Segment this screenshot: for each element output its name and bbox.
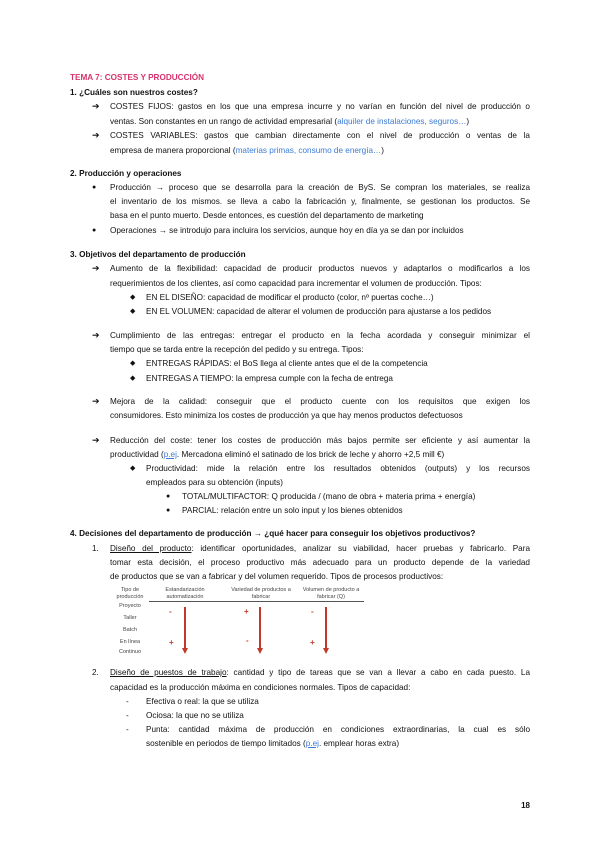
costes-fijos-line2: ventas. Son constantes en un rango de actividad empresarial (alquiler de instalaciones, seguros…)	[110, 117, 470, 126]
table-row-label: En línea	[119, 639, 141, 645]
minus-sign: -	[311, 607, 314, 616]
costes-variables-line1: COSTES VARIABLES: gastos que cambian directamente con el nivel de producción o ventas de la	[110, 131, 530, 140]
page-number: 18	[521, 801, 530, 810]
coste-line2: productividad (p.ej. Mercadona eliminó el satinado de los brick de leche y ahorro +2,5 mill €)	[110, 450, 445, 459]
diseno-producto-line1: Diseño del producto: identificar oportunidades, analizar su viabilidad, hacer pruebas y fabricarlo. Para	[110, 544, 531, 553]
diseno-puestos-line2: capacidad es la producción máxima en condiciones normales. Tipos de capacidad:	[110, 683, 411, 692]
list-number: 2.	[92, 668, 99, 677]
calidad-line1: Mejora de la calidad: conseguir que el producto cuente con los requisitos que exigen los	[110, 397, 530, 406]
productividad-line2: empleados para su obtención (inputs)	[146, 478, 283, 487]
arrow-icon: ➔	[92, 330, 100, 340]
section-3-heading: 3. Objetivos del departamento de producción	[70, 250, 246, 259]
diamond-bullet-icon: ◆	[130, 375, 136, 382]
list-number: 1.	[92, 544, 99, 553]
bullet-icon: ●	[166, 507, 171, 514]
flex-diseno: EN EL DISEÑO: capacidad de modificar el producto (color, nº puertas coche…)	[146, 293, 434, 302]
capacidad-punta-line2: sostenible en periodos de tiempo limitados (p.ej. emplear horas extra)	[146, 739, 400, 748]
diamond-bullet-icon: ◆	[130, 465, 136, 472]
bullet-icon: ●	[92, 184, 97, 191]
arrow-icon: ➔	[92, 130, 100, 140]
plus-sign: +	[310, 638, 315, 647]
section-4-heading: 4. Decisiones del departamento de producción → ¿qué hacer para conseguir los objetivos productivos?	[70, 529, 476, 538]
productividad-line1: Productividad: mide la relación entre los resultados obtenidos (outputs) y los recursos	[146, 464, 530, 473]
coste-line1: Reducción del coste: tener los costes de producción más bajos permite ser eficiente y así aumentar la	[110, 436, 530, 445]
table-row-label: Proyecto	[119, 603, 141, 609]
productividad-parcial: PARCIAL: relación entre un solo input y los bienes obtenidos	[182, 506, 403, 515]
capacidad-ociosa: Ociosa: la que no se utiliza	[146, 711, 244, 720]
flexibilidad-line2: requerimientos de los clientes, así como capacidad para incrementar el volumen de producción. Tipos:	[110, 279, 482, 288]
table-header-tipo: Tipo de producción	[116, 587, 144, 600]
table-row-label: Taller	[123, 615, 137, 621]
arrow-icon: ➔	[92, 435, 100, 445]
arrow-icon: ➔	[92, 263, 100, 273]
diseno-producto-line3: de productos que se van a fabricar y del volumen requerido. Tipos de procesos productivos:	[110, 572, 444, 581]
arrow-head-icon	[257, 648, 263, 654]
table-header-variedad: Variedad de productos a fabricar	[231, 587, 291, 600]
capacidad-punta-line1: Punta: cantidad máxima de producción en condiciones extraordinarias, la cual es sólo	[146, 725, 530, 734]
table-row-label: Batch	[122, 627, 138, 633]
diamond-bullet-icon: ◆	[130, 308, 136, 315]
bullet-icon: ●	[166, 493, 171, 500]
table-header-volumen: Volumen de producto a fabricar (Q)	[302, 587, 360, 600]
productividad-total: TOTAL/MULTIFACTOR: Q producida / (mano de obra + materia prima + energía)	[182, 492, 476, 501]
section-1-heading: 1. ¿Cuáles son nuestros costes?	[70, 88, 198, 97]
diamond-bullet-icon: ◆	[130, 360, 136, 367]
table-row-label: Continuo	[118, 649, 142, 655]
arrow-head-icon	[182, 648, 188, 654]
diamond-bullet-icon: ◆	[130, 294, 136, 301]
bullet-icon: ●	[92, 227, 97, 234]
dash-bullet: -	[126, 711, 129, 720]
down-arrow-icon	[325, 607, 327, 649]
document-title: TEMA 7: COSTES Y PRODUCCIÓN	[70, 73, 205, 82]
produccion-line2: el inventario de los mismos. se lleva a cabo la fabricación y, finalmente, se gestionan los productos. Se	[110, 197, 530, 206]
entregas-line1: Cumplimiento de las entregas: entregar el producto en la fecha acordada y conseguir minimizar el	[110, 331, 530, 340]
entregas-rapidas: ENTREGAS RÁPIDAS: el BoS llega al cliente antes que el de la competencia	[146, 359, 428, 368]
section-2-heading: 2. Producción y operaciones	[70, 169, 182, 178]
table-divider	[149, 601, 364, 602]
dash-bullet: -	[126, 697, 129, 706]
down-arrow-icon	[259, 607, 261, 649]
plus-sign: +	[169, 638, 174, 647]
produccion-line3: basa en el punto muerto. Desde entonces, es cuestión del departamento de marketing	[110, 211, 424, 220]
operaciones-line: Operaciones → se introdujo para incluira los servicios, aunque hoy en día ya se dan por incluidos	[110, 226, 464, 235]
arrow-head-icon	[323, 648, 329, 654]
arrow-icon: ➔	[92, 396, 100, 406]
produccion-line1: Producción → proceso que se desarrolla para la creación de ByS. Se compran los materiales, se realiza	[110, 183, 530, 192]
diseno-puestos-line1: Diseño de puestos de trabajo: cantidad y tipo de tareas que se van a llevar a cabo en cada puesto. La	[110, 668, 530, 677]
costes-fijos-line1: COSTES FIJOS: gastos en los que una empresa incurre y no varían en función del nivel de producción o	[110, 102, 530, 111]
entregas-a-tiempo: ENTREGAS A TIEMPO: la empresa cumple con la fecha de entrega	[146, 374, 393, 383]
capacidad-efectiva: Efectiva o real: la que se utiliza	[146, 697, 259, 706]
arrow-icon: ➔	[92, 101, 100, 111]
down-arrow-icon	[184, 607, 186, 649]
flex-volumen: EN EL VOLUMEN: capacidad de alterar el volumen de producción para ajustarse a los pedidos	[146, 307, 492, 316]
dash-bullet: -	[126, 725, 129, 734]
calidad-line2: consumidores. Esto minimiza los costes de producción ya que hay menos productos defectuosos	[110, 411, 463, 420]
minus-sign: -	[169, 607, 172, 616]
flexibilidad-line1: Aumento de la flexibilidad: capacidad de producir productos nuevos y adaptarlos o modificarlos a los	[110, 264, 530, 273]
minus-sign: -	[246, 636, 249, 645]
table-header-estandarizacion: Estandarización automatización	[165, 587, 205, 600]
process-types-table	[111, 587, 364, 655]
plus-sign: +	[244, 607, 249, 616]
diseno-producto-line2: tomar esta decisión, el proceso productivo más adecuado para un producto depende de la variedad	[110, 558, 530, 567]
costes-variables-line2: empresa de manera proporcional (materias primas, consumo de energía…)	[110, 146, 384, 155]
entregas-line2: tiempo que se tarda entre la recepción del pedido y su entrega. Tipos:	[110, 345, 364, 354]
